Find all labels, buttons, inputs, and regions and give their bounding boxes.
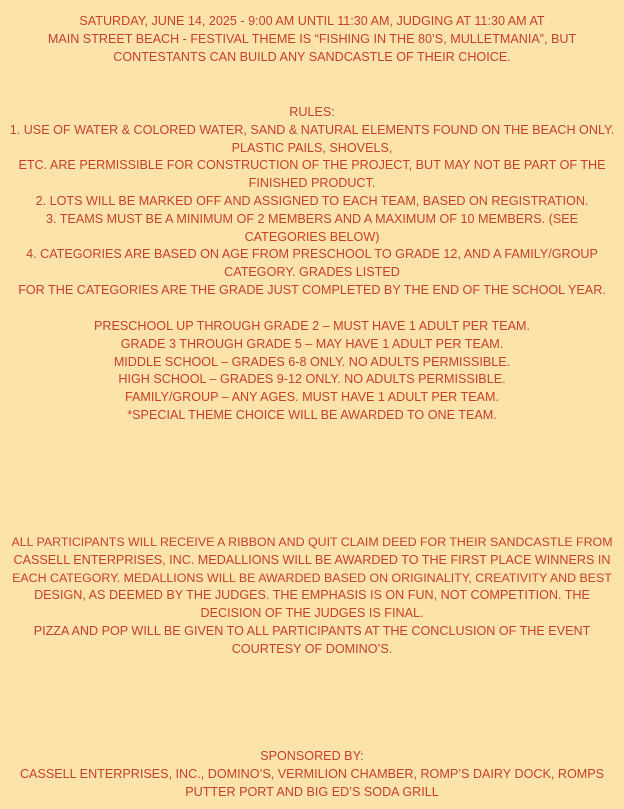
sponsors-line: PUTTER PORT AND BIG ED’S SODA GRILL [185,784,439,799]
rules-heading: RULES: [289,105,335,119]
event-intro [8,13,616,66]
awards-line: EACH CATEGORY. MEDALLIONS WILL BE AWARDED BASED ON ORIGINALITY, CREATIVITY AND BEST [12,570,612,585]
category-line: HIGH SCHOOL – GRADES 9-12 ONLY. NO ADULTS PERMISSIBLE. [118,372,506,387]
awards-section [8,534,616,659]
category-line: *SPECIAL THEME CHOICE WILL BE AWARDED TO ONE TEAM. [127,407,497,422]
rule-line: CATEGORY. GRADES LISTED [224,265,400,280]
rule-line: FOR THE CATEGORIES ARE THE GRADE JUST COMPLETED BY THE END OF THE SCHOOL YEAR. [18,282,606,297]
rule-line: 4. CATEGORIES ARE BASED ON AGE FROM PRESCHOOL TO GRADE 12, AND A FAMILY/GROUP [26,247,598,262]
rule-line: PLASTIC PAILS, SHOVELS, [231,140,393,155]
category-line: MIDDLE SCHOOL – GRADES 6-8 ONLY. NO ADULTS PERMISSIBLE. [113,354,511,369]
awards-line: DESIGN, AS DEEMED BY THE JUDGES. THE EMPHASIS IS ON FUN, NOT COMPETITION. THE [34,588,590,603]
rule-line: ETC. ARE PERMISSIBLE FOR CONSTRUCTION OF THE PROJECT, BUT MAY NOT BE PART OF THE [18,158,606,173]
sponsors-heading: SPONSORED BY: [260,749,364,763]
category-line: GRADE 3 THROUGH GRADE 5 – MAY HAVE 1 ADULT PER TEAM. [120,336,504,351]
rules-section [8,104,616,300]
rule-line: CATEGORIES BELOW) [244,229,380,244]
intro-line: CONTESTANTS CAN BUILD ANY SANDCASTLE OF THEIR CHOICE. [113,49,511,64]
intro-line: MAIN STREET BEACH - FESTIVAL THEME IS “FISHING IN THE 80’S, MULLETMANIA”, BUT [47,31,577,46]
awards-line: PIZZA AND POP WILL BE GIVEN TO ALL PARTICIPANTS AT THE CONCLUSION OF THE EVENT [33,623,591,638]
awards-line: CASSELL ENTERPRISES, INC. MEDALLIONS WILL BE AWARDED TO THE FIRST PLACE WINNERS IN [13,552,611,567]
rule-line: 3. TEAMS MUST BE A MINIMUM OF 2 MEMBERS AND A MAXIMUM OF 10 MEMBERS. (SEE [45,211,579,226]
rule-line: 1. USE OF WATER & COLORED WATER, SAND & NATURAL ELEMENTS FOUND ON THE BEACH ONLY. [9,122,615,137]
intro-line: SATURDAY, JUNE 14, 2025 - 9:00 AM UNTIL 11:30 AM, JUDGING AT 11:30 AM AT [79,14,545,28]
awards-line: ALL PARTICIPANTS WILL RECEIVE A RIBBON AND QUIT CLAIM DEED FOR THEIR SANDCASTLE FROM [11,535,613,549]
rule-line: FINISHED PRODUCT. [248,176,376,191]
awards-line: COURTESY OF DOMINO’S. [231,641,393,656]
rule-line: 2. LOTS WILL BE MARKED OFF AND ASSIGNED TO EACH TEAM, BASED ON REGISTRATION. [35,193,589,208]
sponsors-section [8,748,616,801]
category-line: PRESCHOOL UP THROUGH GRADE 2 – MUST HAVE 1 ADULT PER TEAM. [94,319,530,333]
awards-line: DECISION OF THE JUDGES IS FINAL. [200,606,424,621]
category-line: FAMILY/GROUP – ANY AGES. MUST HAVE 1 ADULT PER TEAM. [125,390,499,405]
categories-section [8,318,616,425]
sponsors-line: CASSELL ENTERPRISES, INC., DOMINO’S, VERMILION CHAMBER, ROMP’S DAIRY DOCK, ROMPS [19,766,605,781]
